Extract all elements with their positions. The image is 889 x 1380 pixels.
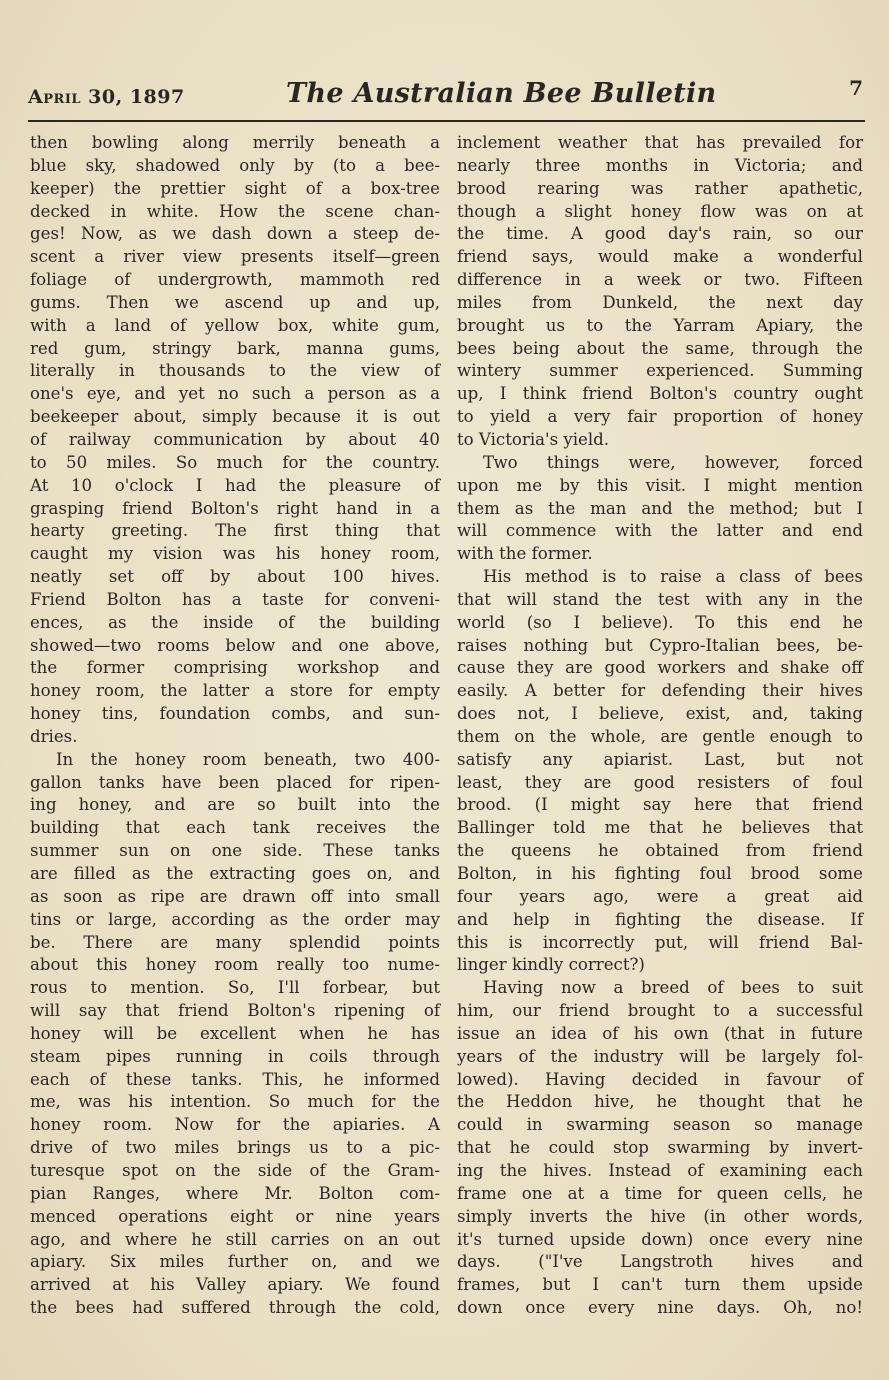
- text-line: of railway communication by about 40: [30, 429, 440, 449]
- text-line: them as the man and the method; but I: [457, 498, 863, 518]
- text-line: turesque spot on the side of the Gram-: [30, 1160, 440, 1180]
- text-line: world (so I believe). To this end he: [457, 612, 863, 632]
- text-line: His method is to raise a class of bees: [483, 567, 863, 587]
- text-line: building that each tank receives the: [30, 818, 440, 838]
- text-line: honey room, the latter a store for empty: [30, 681, 440, 701]
- text-line: one's eye, and yet no such a person as a: [30, 384, 440, 404]
- text-line: neatly set off by about 100 hives.: [30, 567, 440, 587]
- text-line: four years ago, were a great aid: [457, 886, 863, 906]
- text-line: brood. (I might say here that friend: [457, 795, 863, 815]
- text-line: days. ("I've Langstroth hives and: [457, 1252, 863, 1272]
- text-line: blue sky, shadowed only by (to a bee-: [30, 155, 440, 175]
- issue-date: April 30, 1897: [28, 86, 185, 108]
- text-line: will commence with the latter and end: [457, 521, 863, 541]
- text-line: tins or large, according as the order may: [30, 909, 440, 929]
- text-line: caught my vision was his honey room,: [30, 544, 440, 564]
- text-line: At 10 o'clock I had the pleasure of: [30, 475, 440, 495]
- text-line: ences, as the inside of the building: [30, 612, 440, 632]
- text-line: the former comprising workshop and: [30, 658, 440, 678]
- text-line: me, was his intention. So much for the: [30, 1092, 440, 1112]
- text-line: honey room. Now for the apiaries. A: [30, 1115, 440, 1135]
- text-line: dries.: [30, 726, 78, 746]
- text-line: drive of two miles brings us to a pic-: [30, 1138, 440, 1158]
- journal-title: The Australian Bee Bulletin: [286, 78, 717, 109]
- text-line: to yield a very fair proportion of honey: [457, 407, 863, 427]
- text-line: beekeeper about, simply because it is out: [30, 407, 440, 427]
- text-line: apiary. Six miles further on, and we: [30, 1252, 440, 1272]
- text-line: issue an idea of his own (that in future: [457, 1023, 863, 1043]
- text-line: Bolton, in his fighting foul brood some: [457, 864, 863, 883]
- page-number: 7: [849, 76, 863, 100]
- text-line: up, I think friend Bolton's country ought: [457, 384, 863, 404]
- text-line: wintery summer experienced. Summing: [457, 361, 863, 381]
- text-line: scent a river view presents itself—green: [30, 247, 440, 267]
- text-line: it's turned upside down) once every nine: [457, 1229, 863, 1249]
- text-line: miles from Dunkeld, the next day: [457, 292, 863, 312]
- text-line: frames, but I can't turn them upside: [457, 1275, 863, 1295]
- right-column: [457, 132, 863, 1320]
- text-line: and help in fighting the disease. If: [457, 909, 863, 929]
- text-line: difference in a week or two. Fifteen: [457, 270, 863, 290]
- text-line: Ballinger told me that he believes that: [457, 818, 863, 838]
- text-line: satisfy any apiarist. Last, but not: [457, 749, 863, 769]
- text-line: least, they are good resisters of foul: [457, 772, 863, 792]
- text-line: each of these tanks. This, he informed: [30, 1069, 440, 1089]
- text-line: ago, and where he still carries on an out: [30, 1229, 440, 1249]
- text-line: hearty greeting. The first thing that: [30, 521, 440, 541]
- text-line: keeper) the prettier sight of a box-tree: [30, 178, 440, 198]
- text-line: literally in thousands to the view of: [30, 361, 440, 381]
- text-line: foliage of undergrowth, mammoth red: [30, 270, 440, 290]
- text-line: gums. Then we ascend up and up,: [30, 292, 440, 312]
- text-line: ing honey, and are so built into the: [30, 795, 440, 815]
- text-line: then bowling along merrily beneath a: [30, 133, 440, 152]
- text-line: ing the hives. Instead of examining each: [457, 1160, 863, 1180]
- text-line: to Victoria's yield.: [457, 429, 610, 449]
- text-line: brood rearing was rather apathetic,: [457, 178, 863, 198]
- text-line: linger kindly correct?): [457, 955, 645, 975]
- text-line: to 50 miles. So much for the country.: [30, 452, 440, 472]
- text-line: with the former.: [457, 544, 593, 564]
- text-line: upon me by this visit. I might mention: [457, 475, 863, 495]
- text-line: though a slight honey flow was on at: [457, 201, 863, 221]
- text-line: menced operations eight or nine years: [30, 1206, 440, 1226]
- text-line: arrived at his Valley apiary. We found: [30, 1275, 440, 1295]
- text-line: Friend Bolton has a taste for conveni-: [30, 589, 440, 609]
- text-line: In the honey room beneath, two 400-: [56, 749, 440, 769]
- text-line: brought us to the Yarram Apiary, the: [457, 315, 863, 335]
- text-line: bees being about the same, through the: [457, 338, 863, 358]
- text-line: years of the industry will be largely fol-: [457, 1046, 863, 1066]
- left-column: [30, 132, 440, 1320]
- text-line: friend says, would make a wonderful: [457, 247, 863, 267]
- text-line: that he could stop swarming by invert-: [457, 1138, 863, 1158]
- text-line: will say that friend Bolton's ripening of: [30, 1001, 440, 1021]
- text-line: the bees had suffered through the cold,: [30, 1298, 440, 1318]
- text-line: the queens he obtained from friend: [457, 841, 863, 861]
- text-line: ges! Now, as we dash down a steep de-: [30, 224, 440, 244]
- text-line: this is incorrectly put, will friend Bal-: [457, 932, 863, 952]
- text-line: as soon as ripe are drawn off into small: [30, 886, 440, 906]
- text-line: are filled as the extracting goes on, and: [30, 864, 440, 883]
- text-line: honey will be excellent when he has: [30, 1023, 440, 1043]
- text-line: easily. A better for defending their hives: [457, 681, 863, 701]
- page-header: [28, 76, 865, 118]
- text-line: honey tins, foundation combs, and sun-: [30, 704, 440, 724]
- text-line: cause they are good workers and shake off: [457, 658, 863, 678]
- text-line: the Heddon hive, he thought that he: [457, 1092, 863, 1112]
- text-line: nearly three months in Victoria; and: [457, 155, 863, 175]
- header-rule: [28, 120, 865, 122]
- text-line: gallon tanks have been placed for ripen-: [30, 772, 440, 792]
- text-line: pian Ranges, where Mr. Bolton com-: [30, 1183, 440, 1203]
- text-line: raises nothing but Cypro-Italian bees, be-: [457, 635, 863, 655]
- text-line: decked in white. How the scene chan-: [30, 201, 440, 221]
- text-line: them on the whole, are gentle enough to: [457, 726, 863, 746]
- text-line: Having now a breed of bees to suit: [483, 978, 863, 998]
- text-line: rous to mention. So, I'll forbear, but: [30, 978, 440, 998]
- text-line: lowed). Having decided in favour of: [457, 1069, 863, 1089]
- text-line: grasping friend Bolton's right hand in a: [30, 498, 440, 518]
- text-line: steam pipes running in coils through: [30, 1046, 440, 1066]
- text-line: him, our friend brought to a successful: [457, 1001, 863, 1021]
- text-line: frame one at a time for queen cells, he: [457, 1183, 863, 1203]
- text-line: down once every nine days. Oh, no!: [457, 1298, 863, 1318]
- text-line: inclement weather that has prevailed for: [457, 133, 863, 152]
- text-line: does not, I believe, exist, and, taking: [457, 704, 863, 724]
- text-line: showed—two rooms below and one above,: [30, 635, 440, 655]
- text-line: that will stand the test with any in the: [457, 589, 863, 609]
- text-line: be. There are many splendid points: [30, 932, 440, 952]
- text-line: red gum, stringy bark, manna gums,: [30, 338, 440, 358]
- text-line: simply inverts the hive (in other words,: [457, 1206, 863, 1226]
- text-line: Two things were, however, forced: [483, 452, 863, 472]
- text-line: about this honey room really too nume-: [30, 955, 440, 975]
- text-line: with a land of yellow box, white gum,: [30, 315, 440, 335]
- text-line: could in swarming season so manage: [457, 1115, 863, 1135]
- text-line: summer sun on one side. These tanks: [30, 841, 440, 861]
- text-line: the time. A good day's rain, so our: [457, 224, 863, 244]
